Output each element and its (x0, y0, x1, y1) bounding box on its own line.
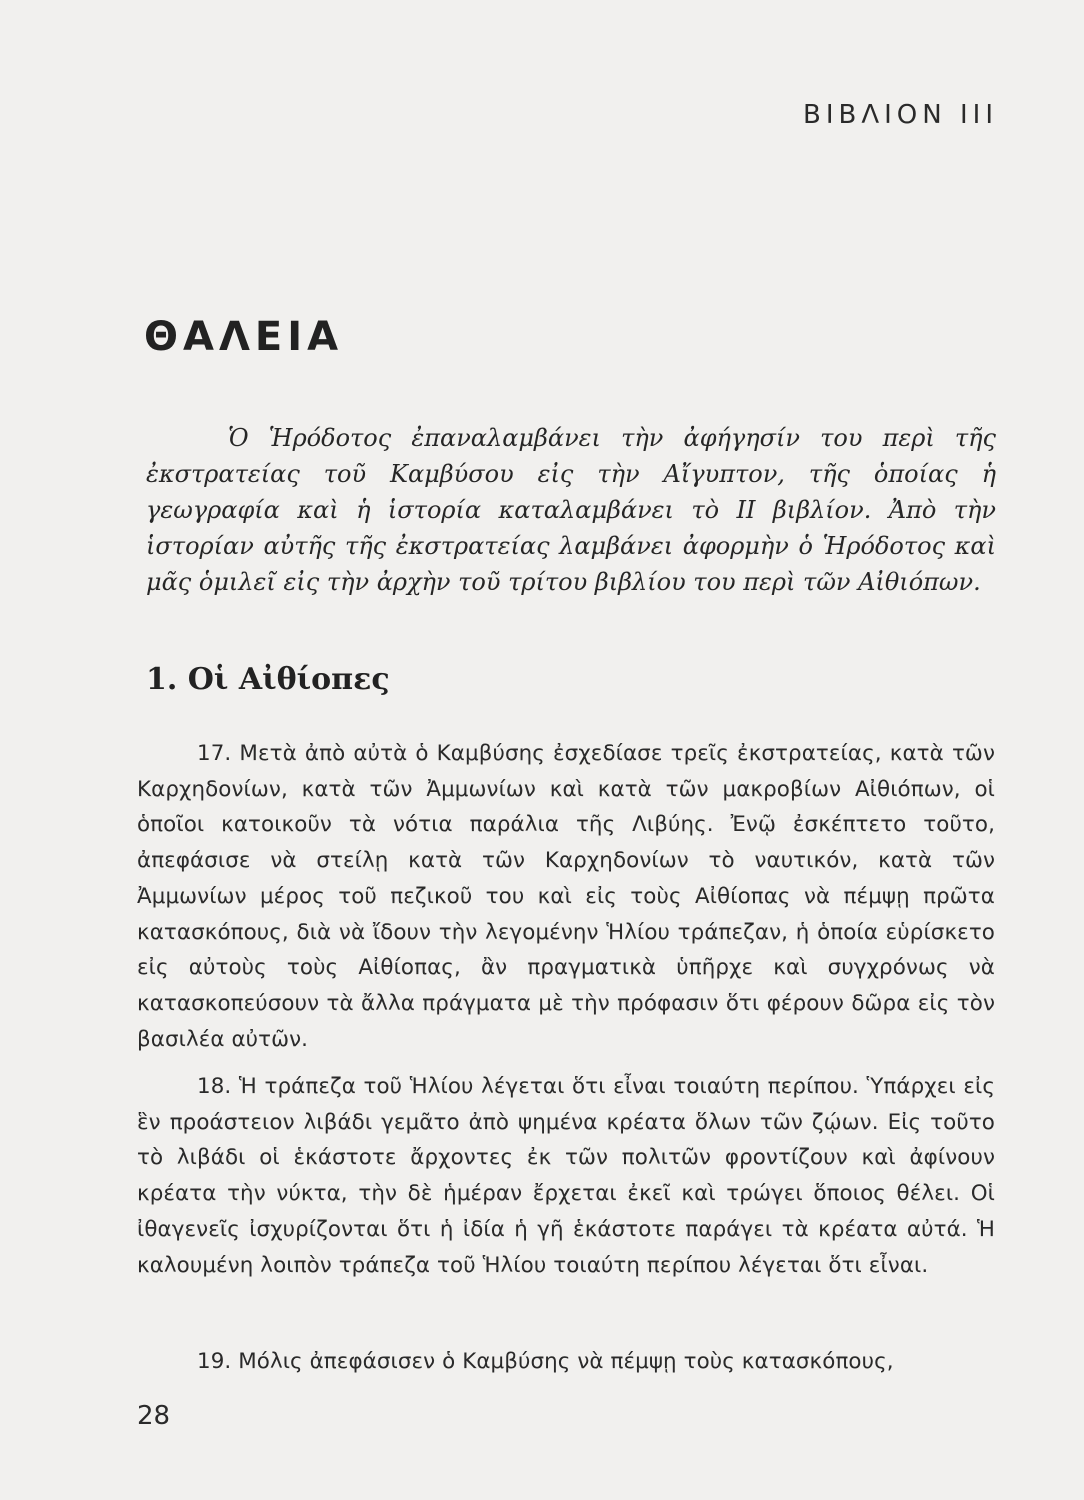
running-head: ΒΙΒΛΙΟΝ III (803, 100, 998, 130)
intro-summary: Ὁ Ἡρόδοτος ἐπαναλαμβάνει τὴν ἀφήγησίν του περὶ τῆς ἐκστρατείας τοῦ Καμβύσου εἰς τὴν Αἴγυπτον, τῆς ὁποίας ἡ γεωγραφία καὶ ἡ ἱστορία καταλαμβάνει τὸ II βιβλίον. Ἀπὸ τὴν ἱστορίαν αὐτῆς τῆς ἐκστρατείας λαμβάνει ἀφορμὴν ὁ Ἡρόδοτος καὶ μᾶς ὁμιλεῖ εἰς τὴν ἀρχὴν τοῦ τρίτου βιβλίου του περὶ τῶν Αἰθιόπων. (146, 424, 996, 596)
page-number: 28 (137, 1401, 171, 1431)
book-title: ΘΑΛΕΙΑ (144, 314, 344, 360)
section-heading: 1. Οἱ Αἰθίοπες (146, 662, 390, 697)
paragraph-18: 18. Ἡ τράπεζα τοῦ Ἡλίου λέγεται ὅτι εἶναι τοιαύτη περίπου. Ὑπάρχει εἰς ἓν προάστειον λιβάδι γεμᾶτο ἀπὸ ψημένα κρέατα ὅλων τῶν ζῴων. Εἰς τοῦτο τὸ λιβάδι οἱ ἑκάστοτε ἄρχοντες ἐκ τῶν πολιτῶν φροντίζουν καὶ ἀφίνουν κρέατα τὴν νύκτα, τὴν δὲ ἡμέραν ἔρχεται ἐκεῖ καὶ τρώγει ὅποιος θέλει. Οἱ ἰθαγενεῖς ἰσχυρίζονται ὅτι ἡ ἰδία ἡ γῆ ἑκάστοτε παράγει τὰ κρέατα αὐτά. Ἡ καλουμένη λοιπὸν τράπεζα τοῦ Ἡλίου τοιαύτη περίπου λέγεται ὅτι εἶναι. (137, 1074, 995, 1278)
paragraph-19: 19. Μόλις ἀπεφάσισεν ὁ Καμβύσης νὰ πέμψῃ τοὺς κατασκόπους, (197, 1349, 894, 1374)
paragraph-17: 17. Μετὰ ἀπὸ αὐτὰ ὁ Καμβύσης ἐσχεδίασε τρεῖς ἐκστρατείας, κατὰ τῶν Καρχηδονίων, κατὰ τῶν Ἀμμωνίων καὶ κατὰ τῶν μακροβίων Αἰθιόπων, οἱ ὁποῖοι κατοικοῦν τὰ νότια παράλια τῆς Λιβύης. Ἐνῷ ἐσκέπτετο τοῦτο, ἀπεφάσισε νὰ στείλῃ κατὰ τῶν Καρχηδονίων τὸ ναυτικόν, κατὰ τῶν Ἀμμωνίων μέρος τοῦ πεζικοῦ του καὶ εἰς τοὺς Αἰθίοπας νὰ πέμψῃ πρῶτα κατασκόπους, διὰ νὰ ἴδουν τὴν λεγομένην Ἡλίου τράπεζαν, ἡ ὁποία εὑρίσκετο εἰς αὐτοὺς τοὺς Αἰθίοπας, ἂν πραγματικὰ ὑπῆρχε καὶ συγχρόνως νὰ κατασκοπεύσουν τὰ ἄλλα πράγματα μὲ τὴν πρόφασιν ὅτι φέρουν δῶρα εἰς τὸν βασιλέα αὐτῶν. (137, 741, 995, 1052)
